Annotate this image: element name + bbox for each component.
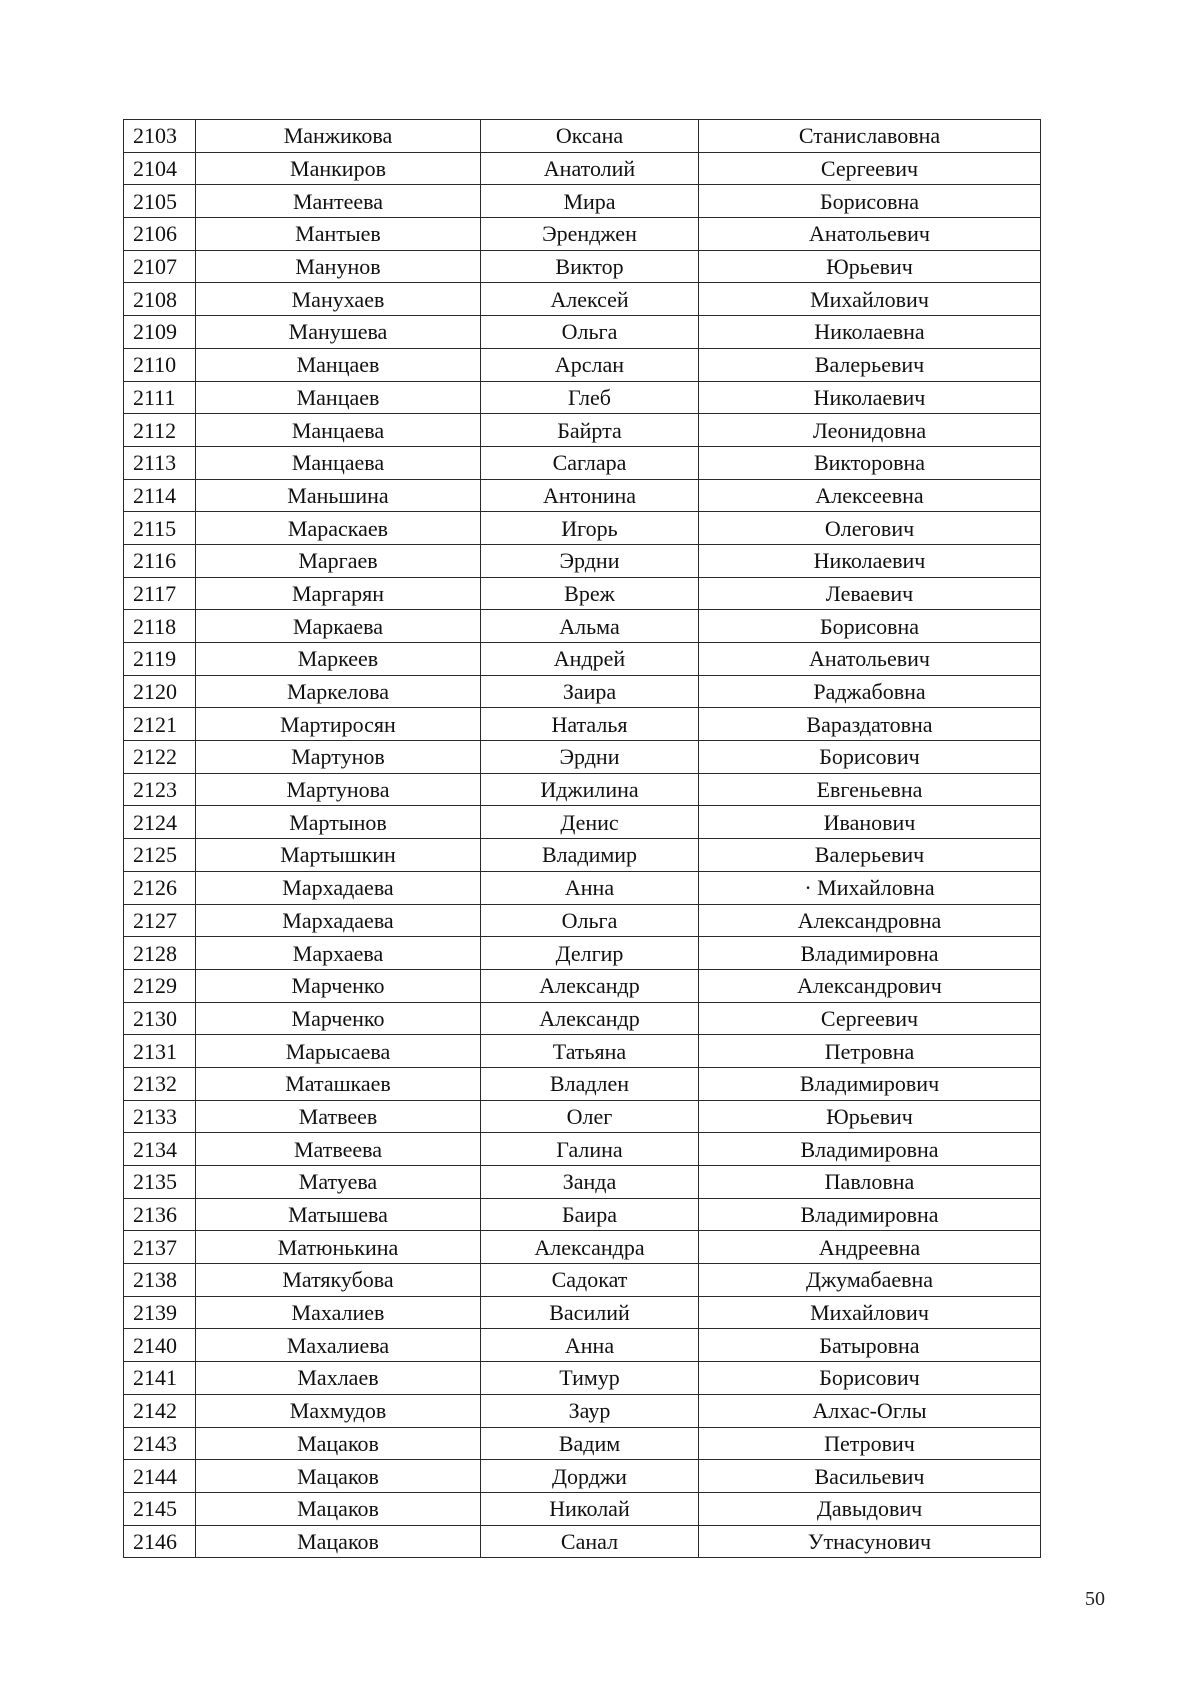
patronymic-cell: Борисович xyxy=(699,1362,1041,1395)
surname-cell: Мацаков xyxy=(196,1460,481,1493)
table-row xyxy=(124,610,1041,643)
table-row xyxy=(124,675,1041,708)
table-row xyxy=(124,479,1041,512)
patronymic-cell: Петрович xyxy=(699,1427,1041,1460)
table-row xyxy=(124,773,1041,806)
patronymic-cell: Леваевич xyxy=(699,577,1041,610)
patronymic-cell: Владимировна xyxy=(699,1198,1041,1231)
surname-cell: Маркаева xyxy=(196,610,481,643)
table-row xyxy=(124,381,1041,414)
row-number-cell: 2122 xyxy=(124,741,196,774)
patronymic-cell: Петровна xyxy=(699,1035,1041,1068)
table-row xyxy=(124,1460,1041,1493)
patronymic-cell: Александрович xyxy=(699,969,1041,1002)
patronymic-cell: Михайлович xyxy=(699,1296,1041,1329)
surname-cell: Манунов xyxy=(196,250,481,283)
row-number-cell: 2104 xyxy=(124,152,196,185)
row-number-cell: 2134 xyxy=(124,1133,196,1166)
row-number-cell: 2125 xyxy=(124,839,196,872)
table-row xyxy=(124,1394,1041,1427)
table-row xyxy=(124,904,1041,937)
patronymic-cell: Викторовна xyxy=(699,446,1041,479)
patronymic-cell: Борисовна xyxy=(699,185,1041,218)
row-number-cell: 2128 xyxy=(124,937,196,970)
patronymic-cell: Утнасунович xyxy=(699,1525,1041,1558)
table-row xyxy=(124,1002,1041,1035)
surname-cell: Маташкаев xyxy=(196,1067,481,1100)
first-name-cell: Александр xyxy=(481,969,699,1002)
row-number-cell: 2116 xyxy=(124,544,196,577)
patronymic-cell: Леонидовна xyxy=(699,414,1041,447)
first-name-cell: Анна xyxy=(481,871,699,904)
first-name-cell: Мира xyxy=(481,185,699,218)
first-name-cell: Анатолий xyxy=(481,152,699,185)
first-name-cell: Заира xyxy=(481,675,699,708)
first-name-cell: Виктор xyxy=(481,250,699,283)
row-number-cell: 2132 xyxy=(124,1067,196,1100)
names-table xyxy=(123,119,1041,1558)
row-number-cell: 2112 xyxy=(124,414,196,447)
row-number-cell: 2136 xyxy=(124,1198,196,1231)
patronymic-cell: Евгеньевна xyxy=(699,773,1041,806)
patronymic-cell: Юрьевич xyxy=(699,1100,1041,1133)
patronymic-cell: Андреевна xyxy=(699,1231,1041,1264)
surname-cell: Махалиева xyxy=(196,1329,481,1362)
patronymic-cell: Александровна xyxy=(699,904,1041,937)
surname-cell: Матуева xyxy=(196,1166,481,1199)
surname-cell: Манцаева xyxy=(196,446,481,479)
first-name-cell: Эрдни xyxy=(481,741,699,774)
row-number-cell: 2138 xyxy=(124,1264,196,1297)
table-row xyxy=(124,316,1041,349)
patronymic-cell: Станиславовна xyxy=(699,120,1041,153)
row-number-cell: 2108 xyxy=(124,283,196,316)
surname-cell: Марысаева xyxy=(196,1035,481,1068)
row-number-cell: 2137 xyxy=(124,1231,196,1264)
patronymic-cell: Джумабаевна xyxy=(699,1264,1041,1297)
surname-cell: Манцаев xyxy=(196,381,481,414)
first-name-cell: Занда xyxy=(481,1166,699,1199)
table-row xyxy=(124,348,1041,381)
row-number-cell: 2107 xyxy=(124,250,196,283)
surname-cell: Манушева xyxy=(196,316,481,349)
first-name-cell: Тимур xyxy=(481,1362,699,1395)
first-name-cell: Галина xyxy=(481,1133,699,1166)
surname-cell: Манухаев xyxy=(196,283,481,316)
row-number-cell: 2124 xyxy=(124,806,196,839)
surname-cell: Мартышкин xyxy=(196,839,481,872)
first-name-cell: Делгир xyxy=(481,937,699,970)
first-name-cell: Арслан xyxy=(481,348,699,381)
surname-cell: Манжикова xyxy=(196,120,481,153)
surname-cell: Мархадаева xyxy=(196,904,481,937)
row-number-cell: 2139 xyxy=(124,1296,196,1329)
first-name-cell: Олег xyxy=(481,1100,699,1133)
surname-cell: Марченко xyxy=(196,969,481,1002)
first-name-cell: Баира xyxy=(481,1198,699,1231)
row-number-cell: 2114 xyxy=(124,479,196,512)
table-row xyxy=(124,185,1041,218)
row-number-cell: 2146 xyxy=(124,1525,196,1558)
first-name-cell: Эренджен xyxy=(481,218,699,251)
surname-cell: Маргаев xyxy=(196,544,481,577)
row-number-cell: 2109 xyxy=(124,316,196,349)
first-name-cell: Александра xyxy=(481,1231,699,1264)
surname-cell: Мартиросян xyxy=(196,708,481,741)
row-number-cell: 2115 xyxy=(124,512,196,545)
surname-cell: Матышева xyxy=(196,1198,481,1231)
row-number-cell: 2117 xyxy=(124,577,196,610)
row-number-cell: 2143 xyxy=(124,1427,196,1460)
table-row xyxy=(124,969,1041,1002)
row-number-cell: 2131 xyxy=(124,1035,196,1068)
patronymic-cell: Раджабовна xyxy=(699,675,1041,708)
row-number-cell: 2105 xyxy=(124,185,196,218)
surname-cell: Матвеев xyxy=(196,1100,481,1133)
first-name-cell: Андрей xyxy=(481,643,699,676)
first-name-cell: Ольга xyxy=(481,316,699,349)
row-number-cell: 2140 xyxy=(124,1329,196,1362)
table-row xyxy=(124,1198,1041,1231)
table-row xyxy=(124,806,1041,839)
patronymic-cell: Сергеевич xyxy=(699,152,1041,185)
table-row xyxy=(124,1427,1041,1460)
table-row xyxy=(124,120,1041,153)
row-number-cell: 2142 xyxy=(124,1394,196,1427)
surname-cell: Матюнькина xyxy=(196,1231,481,1264)
first-name-cell: Эрдни xyxy=(481,544,699,577)
table-row xyxy=(124,839,1041,872)
row-number-cell: 2129 xyxy=(124,969,196,1002)
table-row xyxy=(124,446,1041,479)
row-number-cell: 2119 xyxy=(124,643,196,676)
patronymic-cell: Олегович xyxy=(699,512,1041,545)
row-number-cell: 2123 xyxy=(124,773,196,806)
surname-cell: Мантеева xyxy=(196,185,481,218)
patronymic-cell: Васильевич xyxy=(699,1460,1041,1493)
first-name-cell: Садокат xyxy=(481,1264,699,1297)
table-row xyxy=(124,1067,1041,1100)
names-table-body xyxy=(124,120,1041,1558)
page-number: 50 xyxy=(1085,1588,1105,1610)
patronymic-cell: Николаевна xyxy=(699,316,1041,349)
surname-cell: Манцаев xyxy=(196,348,481,381)
patronymic-cell: Валерьевич xyxy=(699,839,1041,872)
surname-cell: Мацаков xyxy=(196,1427,481,1460)
table-row xyxy=(124,741,1041,774)
surname-cell: Мартунов xyxy=(196,741,481,774)
surname-cell: Матвеева xyxy=(196,1133,481,1166)
first-name-cell: Николай xyxy=(481,1492,699,1525)
patronymic-cell: Вараздатовна xyxy=(699,708,1041,741)
surname-cell: Марченко xyxy=(196,1002,481,1035)
surname-cell: Мараскаев xyxy=(196,512,481,545)
patronymic-cell: Борисович xyxy=(699,741,1041,774)
surname-cell: Маргарян xyxy=(196,577,481,610)
surname-cell: Маньшина xyxy=(196,479,481,512)
row-number-cell: 2103 xyxy=(124,120,196,153)
patronymic-cell: Николаевич xyxy=(699,381,1041,414)
surname-cell: Мантыев xyxy=(196,218,481,251)
surname-cell: Мацаков xyxy=(196,1525,481,1558)
surname-cell: Маркеев xyxy=(196,643,481,676)
first-name-cell: Санал xyxy=(481,1525,699,1558)
surname-cell: Мартунова xyxy=(196,773,481,806)
table-row xyxy=(124,1231,1041,1264)
patronymic-cell: Анатольевич xyxy=(699,218,1041,251)
patronymic-cell: · Михайловна xyxy=(699,871,1041,904)
table-row xyxy=(124,1525,1041,1558)
patronymic-cell: Владимировна xyxy=(699,937,1041,970)
first-name-cell: Вадим xyxy=(481,1427,699,1460)
table-row xyxy=(124,414,1041,447)
row-number-cell: 2110 xyxy=(124,348,196,381)
table-row xyxy=(124,1133,1041,1166)
patronymic-cell: Анатольевич xyxy=(699,643,1041,676)
patronymic-cell: Иванович xyxy=(699,806,1041,839)
surname-cell: Матякубова xyxy=(196,1264,481,1297)
table-row xyxy=(124,1329,1041,1362)
row-number-cell: 2106 xyxy=(124,218,196,251)
row-number-cell: 2133 xyxy=(124,1100,196,1133)
table-row xyxy=(124,512,1041,545)
first-name-cell: Дорджи xyxy=(481,1460,699,1493)
surname-cell: Манцаева xyxy=(196,414,481,447)
table-row xyxy=(124,544,1041,577)
table-row xyxy=(124,1264,1041,1297)
first-name-cell: Иджилина xyxy=(481,773,699,806)
first-name-cell: Ольга xyxy=(481,904,699,937)
table-row xyxy=(124,643,1041,676)
first-name-cell: Владлен xyxy=(481,1067,699,1100)
patronymic-cell: Николаевич xyxy=(699,544,1041,577)
first-name-cell: Байрта xyxy=(481,414,699,447)
table-row xyxy=(124,577,1041,610)
surname-cell: Манкиров xyxy=(196,152,481,185)
patronymic-cell: Павловна xyxy=(699,1166,1041,1199)
row-number-cell: 2121 xyxy=(124,708,196,741)
first-name-cell: Вреж xyxy=(481,577,699,610)
row-number-cell: 2120 xyxy=(124,675,196,708)
first-name-cell: Денис xyxy=(481,806,699,839)
first-name-cell: Оксана xyxy=(481,120,699,153)
table-row xyxy=(124,152,1041,185)
row-number-cell: 2127 xyxy=(124,904,196,937)
row-number-cell: 2126 xyxy=(124,871,196,904)
surname-cell: Мархаева xyxy=(196,937,481,970)
row-number-cell: 2111 xyxy=(124,381,196,414)
surname-cell: Махалиев xyxy=(196,1296,481,1329)
first-name-cell: Саглара xyxy=(481,446,699,479)
first-name-cell: Василий xyxy=(481,1296,699,1329)
surname-cell: Махмудов xyxy=(196,1394,481,1427)
patronymic-cell: Михайлович xyxy=(699,283,1041,316)
patronymic-cell: Батыровна xyxy=(699,1329,1041,1362)
table-row xyxy=(124,283,1041,316)
row-number-cell: 2135 xyxy=(124,1166,196,1199)
table-row xyxy=(124,1362,1041,1395)
surname-cell: Мацаков xyxy=(196,1492,481,1525)
row-number-cell: 2130 xyxy=(124,1002,196,1035)
first-name-cell: Алексей xyxy=(481,283,699,316)
patronymic-cell: Сергеевич xyxy=(699,1002,1041,1035)
row-number-cell: 2141 xyxy=(124,1362,196,1395)
first-name-cell: Анна xyxy=(481,1329,699,1362)
patronymic-cell: Борисовна xyxy=(699,610,1041,643)
row-number-cell: 2113 xyxy=(124,446,196,479)
table-row xyxy=(124,1296,1041,1329)
table-row xyxy=(124,871,1041,904)
surname-cell: Маркелова xyxy=(196,675,481,708)
table-row xyxy=(124,218,1041,251)
table-row xyxy=(124,1166,1041,1199)
table-row xyxy=(124,1492,1041,1525)
row-number-cell: 2144 xyxy=(124,1460,196,1493)
table-row xyxy=(124,708,1041,741)
first-name-cell: Альма xyxy=(481,610,699,643)
patronymic-cell: Юрьевич xyxy=(699,250,1041,283)
patronymic-cell: Владимировна xyxy=(699,1133,1041,1166)
first-name-cell: Наталья xyxy=(481,708,699,741)
row-number-cell: 2118 xyxy=(124,610,196,643)
patronymic-cell: Алхас-Оглы xyxy=(699,1394,1041,1427)
patronymic-cell: Алексеевна xyxy=(699,479,1041,512)
table-row xyxy=(124,937,1041,970)
first-name-cell: Александр xyxy=(481,1002,699,1035)
surname-cell: Мархадаева xyxy=(196,871,481,904)
row-number-cell: 2145 xyxy=(124,1492,196,1525)
first-name-cell: Игорь xyxy=(481,512,699,545)
table-row xyxy=(124,250,1041,283)
surname-cell: Махлаев xyxy=(196,1362,481,1395)
patronymic-cell: Давыдович xyxy=(699,1492,1041,1525)
surname-cell: Мартынов xyxy=(196,806,481,839)
patronymic-cell: Валерьевич xyxy=(699,348,1041,381)
first-name-cell: Антонина xyxy=(481,479,699,512)
first-name-cell: Владимир xyxy=(481,839,699,872)
first-name-cell: Татьяна xyxy=(481,1035,699,1068)
patronymic-cell: Владимирович xyxy=(699,1067,1041,1100)
table-row xyxy=(124,1100,1041,1133)
first-name-cell: Глеб xyxy=(481,381,699,414)
first-name-cell: Заур xyxy=(481,1394,699,1427)
table-row xyxy=(124,1035,1041,1068)
